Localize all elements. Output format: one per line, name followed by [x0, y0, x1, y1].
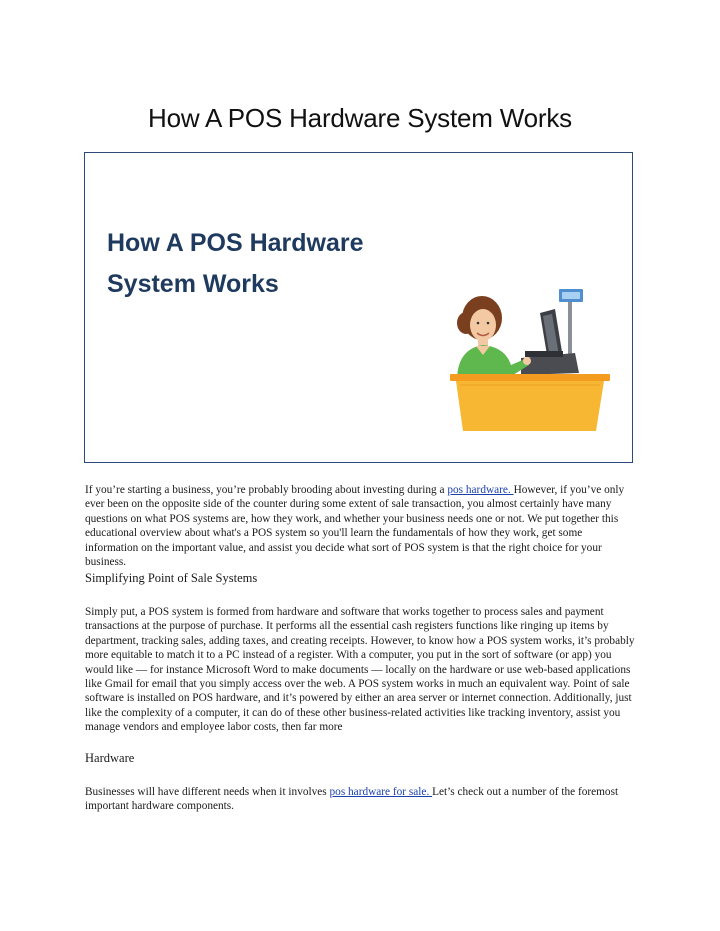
intro-text-1: If you’re starting a business, you’re probably brooding about investing during a	[85, 484, 448, 496]
hero-title-line-1: How A POS Hardware	[107, 229, 364, 257]
intro-paragraph	[85, 483, 635, 569]
section-paragraph-simplifying: Simply put, a POS system is formed from hardware and software that works together to process sales and payment transactions at the purpose of purchase. It performs all the essential cash registers functions like ringing up items by department, tracking sales, adding taxes, and creating receipts. However, to know how a POS system works, it’s probably more equitable to match it to a PC instead of a register. With a computer, you put in the sort of software (or app) you would like — for instance Microsoft Word to make documents — locally on the hardware or use web-based applications like Gmail for email that you simply access over the web. A POS system works in much an equivalent way. Point of sale software is installed on POS hardware, and it’s powered by either an area server or internet connection. Additionally, just like the complexity of a computer, it can do of these other business-related activities like tracking inventory, assist you manage vendors and employee labor costs, then far more	[85, 606, 635, 734]
cashier-illustration	[85, 153, 633, 463]
pos-hardware-for-sale-link[interactable]: pos hardware for sale.	[329, 786, 433, 798]
hardware-text-1: Businesses will have different needs when it involves	[85, 786, 330, 798]
hero-title-line-2: System Works	[107, 270, 279, 298]
section-heading-simplifying: Simplifying Point of Sale Systems	[85, 571, 258, 585]
hardware-paragraph	[85, 785, 635, 814]
pos-hardware-link[interactable]: pos hardware.	[447, 484, 514, 496]
section-heading-hardware: Hardware	[85, 751, 135, 765]
hardware-text-2: Let’s check out a number of the foremost important hardware components.	[85, 786, 619, 813]
hero-image	[84, 152, 633, 463]
page-title: How A POS Hardware System Works	[148, 103, 572, 133]
intro-text-2: However, if you’ve only ever been on the opposite side of the counter during some extent of sale transaction, you almost certainly have many questions on what POS systems are, how they work, and whether your business needs one or not. We put together this educational overview about what's a POS system so you'll learn the fundamentals of how they work, get some information on the important value, and assist you decide what sort of POS system is that the right choice for your business.	[85, 484, 625, 569]
